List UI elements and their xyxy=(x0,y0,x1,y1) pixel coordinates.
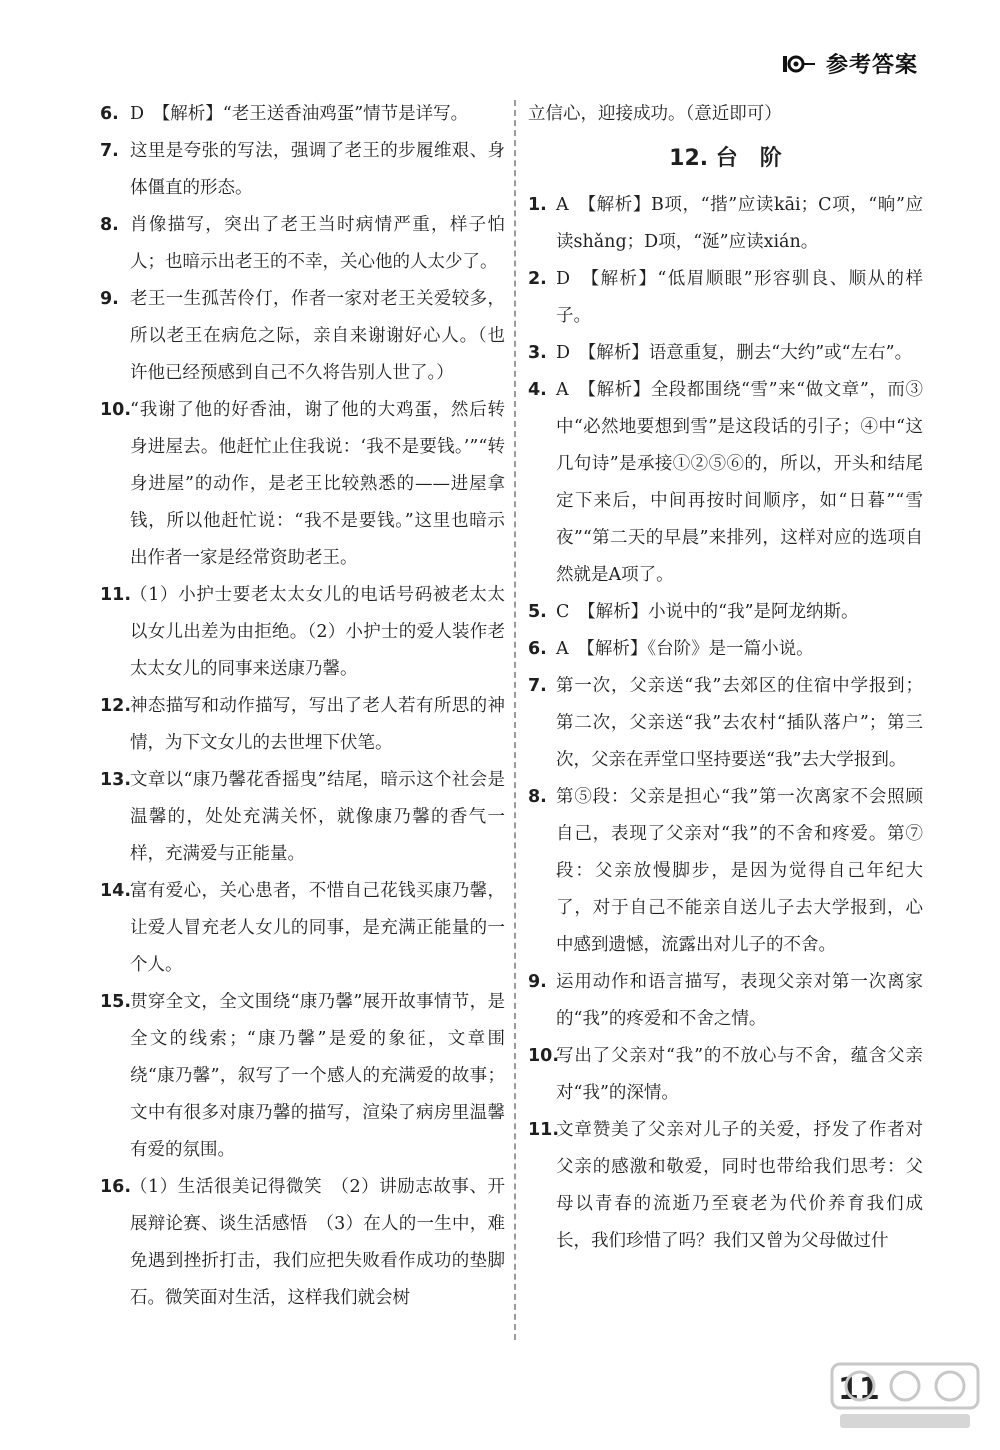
watermark-logo xyxy=(830,1362,980,1432)
answer-text: 富有爱心，关心患者，不惜自己花钱买康乃馨，让爱人冒充老人女儿的同事，是充满正能量的一个人。 xyxy=(130,881,505,975)
answer-item xyxy=(528,964,923,1038)
answer-item xyxy=(100,873,505,984)
continued-text: 立信心，迎接成功。（意近即可） xyxy=(528,104,782,124)
answer-text: “我谢了他的好香油，谢了他的大鸡蛋，然后转身进屋去。他赶忙止住我说：‘我不是要钱。’”“转身进屋”的动作，是老王比较熟悉的——进屋拿钱，所以他赶忙说：“我不是要钱。”这里也暗示出作者一家是经常资助老王。 xyxy=(130,400,505,568)
answer-text: 这里是夸张的写法，强调了老王的步履维艰、身体僵直的形态。 xyxy=(130,141,505,198)
answer-item xyxy=(100,133,505,207)
answer-item xyxy=(528,631,923,668)
answer-text: 贯穿全文，全文围绕“康乃馨”展开故事情节，是全文的线索；“康乃馨”是爱的象征，文章围绕“康乃馨”，叙写了一个感人的充满爱的故事；文中有很多对康乃馨的描写，渲染了病房里温馨有爱的氛围。 xyxy=(130,992,505,1160)
answer-item xyxy=(528,779,923,964)
answer-text: D 【解析】“低眉顺眼”形容驯良、顺从的样子。 xyxy=(556,269,923,326)
answer-text: A 【解析】《台阶》是一篇小说。 xyxy=(556,639,814,659)
answer-number: 6. xyxy=(100,104,119,124)
answer-item xyxy=(528,668,923,779)
answer-item xyxy=(528,187,923,261)
answer-number: 16. xyxy=(100,1177,132,1197)
answer-number: 3. xyxy=(528,343,547,363)
answer-text: A 【解析】全段都围绕“雪”来“做文章”，而③中“必然地要想到雪”是这段话的引子；④中“这几句诗”是承接①②⑤⑥的，所以，开头和结尾定下来后，中间再按时间顺序，如“日暮”“雪夜”“第二天的早晨”来排列，这样对应的选项自然就是A项了。 xyxy=(556,380,923,585)
header-title: 参考答案 xyxy=(825,53,918,78)
right-answer-list xyxy=(528,187,923,1260)
book-logo-icon xyxy=(782,53,816,75)
right-column xyxy=(528,96,923,1260)
answer-number: 11. xyxy=(528,1120,560,1140)
answer-text: 老王一生孤苦伶仃，作者一家对老王关爱较多，所以老王在病危之际，亲自来谢谢好心人。（也许他已经预感到自己不久将告别人世了。） xyxy=(130,289,505,383)
answer-item xyxy=(528,335,923,372)
answer-item xyxy=(528,1112,923,1260)
answer-text: 第⑤段：父亲是担心“我”第一次离家不会照顾自己，表现了父亲对“我”的不舍和疼爱。第⑦段：父亲放慢脚步，是因为觉得自己年纪大了，对于自己不能亲自送儿子去大学报到，心中感到遗憾，流露出对儿子的不舍。 xyxy=(556,787,923,955)
answer-text: D 【解析】语意重复，删去“大约”或“左右”。 xyxy=(556,343,913,363)
answer-text: A 【解析】B项，“揩”应读kāi；C项，“晌”应读shǎng；D项，“涎”应读xián。 xyxy=(556,195,923,252)
answer-text: D 【解析】“老王送香油鸡蛋”情节是详写。 xyxy=(130,104,469,124)
answer-number: 15. xyxy=(100,992,132,1012)
answer-number: 2. xyxy=(528,269,547,289)
answer-number: 12. xyxy=(100,696,132,716)
answer-item xyxy=(528,1038,923,1112)
answer-item xyxy=(100,688,505,762)
answer-number: 1. xyxy=(528,195,547,215)
answer-number: 6. xyxy=(528,639,547,659)
answer-number: 9. xyxy=(100,289,119,309)
answer-number: 10. xyxy=(528,1046,560,1066)
answer-number: 7. xyxy=(100,141,119,161)
answer-text: 神态描写和动作描写，写出了老人若有所思的神情，为下文女儿的去世埋下伏笔。 xyxy=(130,696,505,753)
answer-number: 14. xyxy=(100,881,132,901)
answer-number: 7. xyxy=(528,676,547,696)
answer-text: 肖像描写，突出了老王当时病情严重，样子怕人；也暗示出老王的不幸，关心他的人太少了。 xyxy=(130,215,505,272)
left-column xyxy=(100,96,505,1317)
answer-number: 8. xyxy=(528,787,547,807)
answer-number: 10. xyxy=(100,400,132,420)
answer-item xyxy=(100,577,505,688)
answer-text: C 【解析】小说中的“我”是阿龙纳斯。 xyxy=(556,602,859,622)
column-divider xyxy=(514,100,516,1340)
section-title: 12. 台 阶 xyxy=(669,146,782,171)
answer-number: 5. xyxy=(528,602,547,622)
answer-item xyxy=(528,261,923,335)
answer-number: 13. xyxy=(100,770,132,790)
answer-item xyxy=(100,984,505,1169)
answer-item xyxy=(100,762,505,873)
answer-number: 8. xyxy=(100,215,119,235)
answer-item xyxy=(100,96,505,133)
answer-text: 文章以“康乃馨花香摇曳”结尾，暗示这个社会是温馨的，处处充满关怀，就像康乃馨的香气一样，充满爱与正能量。 xyxy=(130,770,505,864)
answer-text: 文章赞美了父亲对儿子的关爱，抒发了作者对父亲的感激和敬爱，同时也带给我们思考：父母以青春的流逝乃至衰老为代价养育我们成长，我们珍惜了吗？我们又曾为父母做过什 xyxy=(556,1120,923,1251)
answer-item xyxy=(100,1169,505,1317)
answer-number: 4. xyxy=(528,380,547,400)
answer-item xyxy=(528,372,923,594)
answer-text: （1）生活很美记得微笑 （2）讲励志故事、开展辩论赛、谈生活感悟 （3）在人的一生中，难免遇到挫折打击，我们应把失败看作成功的垫脚石。微笑面对生活，这样我们就会树 xyxy=(130,1177,505,1308)
answer-item xyxy=(100,392,505,577)
answer-text: 第一次，父亲送“我”去郊区的住宿中学报到；第二次，父亲送“我”去农村“插队落户”；第三次，父亲在弄堂口坚持要送“我”去大学报到。 xyxy=(556,676,923,770)
answer-text: （1）小护士要老太太女儿的电话号码被老太太以女儿出差为由拒绝。（2）小护士的爱人装作老太太女儿的同事来送康乃馨。 xyxy=(130,585,505,679)
answer-number: 9. xyxy=(528,972,547,992)
answer-item xyxy=(100,281,505,392)
page-number: 11 xyxy=(838,1372,880,1407)
page-header xyxy=(782,48,918,79)
answer-text: 运用动作和语言描写，表现父亲对第一次离家的“我”的疼爱和不舍之情。 xyxy=(556,972,923,1029)
answer-text: 写出了父亲对“我”的不放心与不舍，蕴含父亲对“我”的深情。 xyxy=(556,1046,923,1103)
answer-number: 11. xyxy=(100,585,132,605)
answer-item xyxy=(528,594,923,631)
answer-item xyxy=(100,207,505,281)
